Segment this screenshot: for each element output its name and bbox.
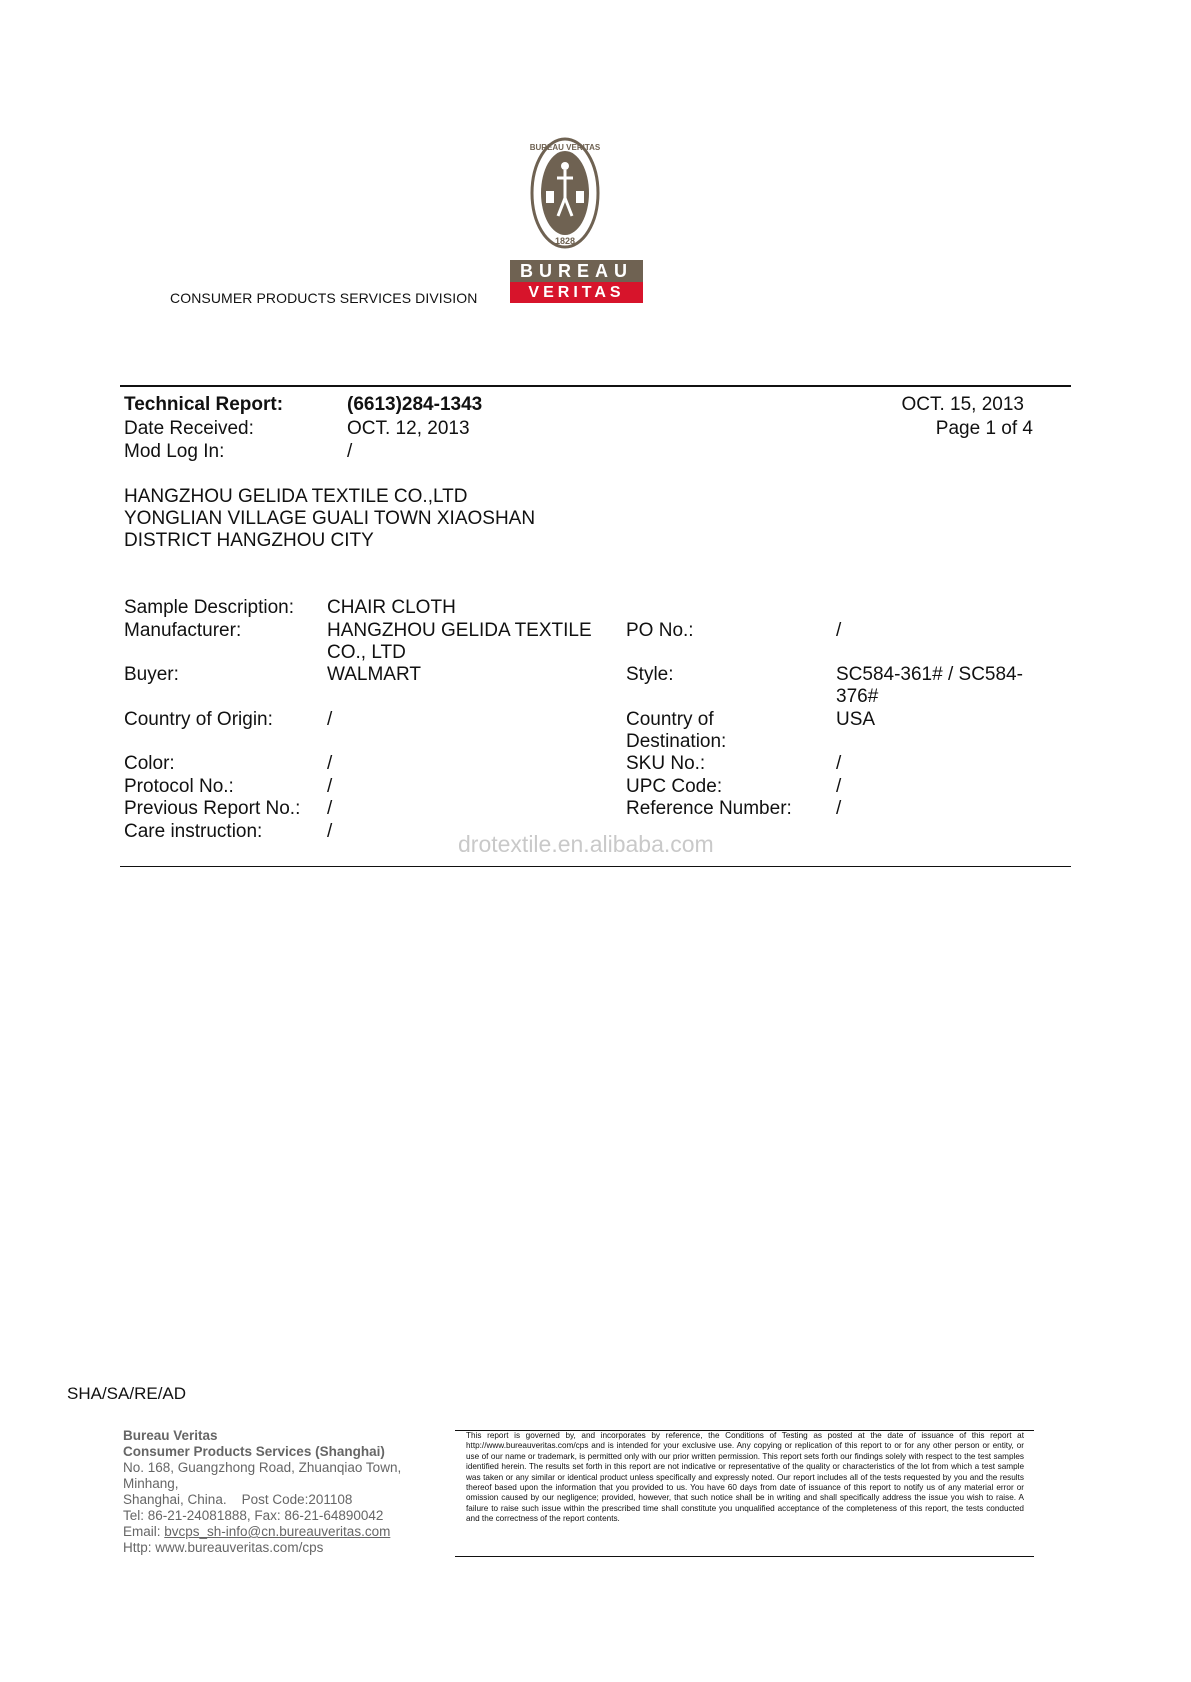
country-of-destination-value: USA — [836, 709, 876, 730]
technical-report-number: (6613)284-1343 — [347, 394, 483, 415]
care-instruction-label: Care instruction: — [124, 821, 263, 842]
previous-report-label: Previous Report No.: — [124, 798, 301, 819]
page-indicator: Page 1 of 4 — [935, 418, 1033, 439]
footer-contact-block — [123, 1428, 401, 1556]
technical-report-label: Technical Report: — [124, 394, 284, 415]
division-title: CONSUMER PRODUCTS SERVICES DIVISION — [170, 290, 478, 306]
sample-description-value: CHAIR CLOTH — [327, 597, 456, 618]
footer-company: Bureau Veritas — [123, 1428, 218, 1443]
color-value: / — [327, 753, 333, 774]
footer-email-row — [123, 1524, 401, 1540]
date-received-label: Date Received: — [124, 418, 254, 439]
bureau-veritas-seal-logo — [530, 136, 600, 254]
color-label: Color: — [124, 753, 175, 774]
date-received-value: OCT. 12, 2013 — [347, 418, 470, 439]
country-of-destination-label: Destination: — [626, 731, 727, 752]
client-name: HANGZHOU GELIDA TEXTILE CO.,LTD — [124, 486, 468, 507]
watermark-text: drotextile.en.alibaba.com — [458, 831, 714, 857]
header-bottom-rule — [120, 866, 1071, 867]
country-of-origin-value: / — [327, 709, 333, 730]
client-address-line: DISTRICT HANGZHOU CITY — [124, 530, 374, 551]
footer-address-line: No. 168, Guangzhong Road, Zhuanqiao Town, — [123, 1460, 402, 1475]
manufacturer-label: Manufacturer: — [124, 620, 242, 641]
footer-address-line: Shanghai, China. Post Code:201108 — [123, 1492, 353, 1507]
protocol-value: / — [327, 776, 333, 797]
legal-disclaimer: This report is governed by, and incorporates by reference, the Conditions of Testing as posted at the date of issuance of this report at http://www.bureauveritas.com/cps and is intended for your exclusive use. Any copying or replication of this report to or for any other person or entity, or use of our name or trademark, is permitted only with our prior written permission. This report sets forth our findings solely with respect to the test samples identified herein. The results set forth in this report are not indicative or representative of the quality or characteristics of the lot from which a test sample was taken or any similar or identical product unless specifically and expressly noted. Our report includes all of the tests requested by you and the results thereof based upon the information that you provided to us. You have 60 days from date of issuance of this report to notify us of any material error or omission caused by our negligence; provided, however, that such notice shall be in writing and shall specifically address the issue you wish to raise. A failure to raise such issue within the prescribed time shall constitute you unqualified acceptance of the completeness of this report, the tests conducted and the correctness of the report contents. — [466, 1431, 1024, 1524]
seal-year: 1828 — [554, 236, 576, 246]
po-value: / — [836, 620, 842, 641]
footer-address-line: Minhang, — [123, 1476, 179, 1491]
buyer-label: Buyer: — [124, 664, 179, 685]
mod-log-value: / — [347, 441, 353, 462]
footer-website[interactable]: Http: www.bureauveritas.com/cps — [123, 1540, 324, 1555]
seal-text-top: BUREAU VERITAS — [530, 143, 600, 152]
style-value: 376# — [836, 686, 879, 707]
sku-value: / — [836, 753, 842, 774]
po-label: PO No.: — [626, 620, 694, 641]
country-of-destination-label: Country of — [626, 709, 714, 730]
footer-division: Consumer Products Services (Shanghai) — [123, 1444, 385, 1459]
mod-log-label: Mod Log In: — [124, 441, 225, 462]
reference-number-value: / — [836, 798, 842, 819]
footer-email-link[interactable]: bvcps_sh-info@cn.bureauveritas.com — [164, 1524, 391, 1539]
care-instruction-value: / — [327, 821, 333, 842]
brand-name-bureau: BUREAU — [510, 260, 643, 282]
protocol-label: Protocol No.: — [124, 776, 234, 797]
upc-label: UPC Code: — [626, 776, 723, 797]
manufacturer-value: CO., LTD — [327, 642, 406, 663]
manufacturer-value: HANGZHOU GELIDA TEXTILE — [327, 620, 592, 641]
sku-label: SKU No.: — [626, 753, 706, 774]
reference-number-label: Reference Number: — [626, 798, 792, 819]
client-address-line: YONGLIAN VILLAGE GUALI TOWN XIAOSHAN — [124, 508, 536, 529]
disclaimer-bottom-rule — [455, 1556, 1034, 1557]
buyer-value: WALMART — [327, 664, 421, 685]
document-code: SHA/SA/RE/AD — [67, 1384, 187, 1403]
previous-report-value: / — [327, 798, 333, 819]
country-of-origin-label: Country of Origin: — [124, 709, 273, 730]
issue-date: OCT. 15, 2013 — [901, 394, 1024, 415]
style-value: SC584-361# / SC584- — [836, 664, 1023, 685]
upc-value: / — [836, 776, 842, 797]
brand-name-veritas: VERITAS — [510, 282, 643, 303]
style-label: Style: — [626, 664, 674, 685]
footer-email-label: Email: — [123, 1524, 165, 1539]
header-top-rule — [120, 385, 1071, 387]
sample-description-label: Sample Description: — [124, 597, 295, 618]
footer-phone-fax: Tel: 86-21-24081888, Fax: 86-21-64890042 — [123, 1508, 384, 1523]
